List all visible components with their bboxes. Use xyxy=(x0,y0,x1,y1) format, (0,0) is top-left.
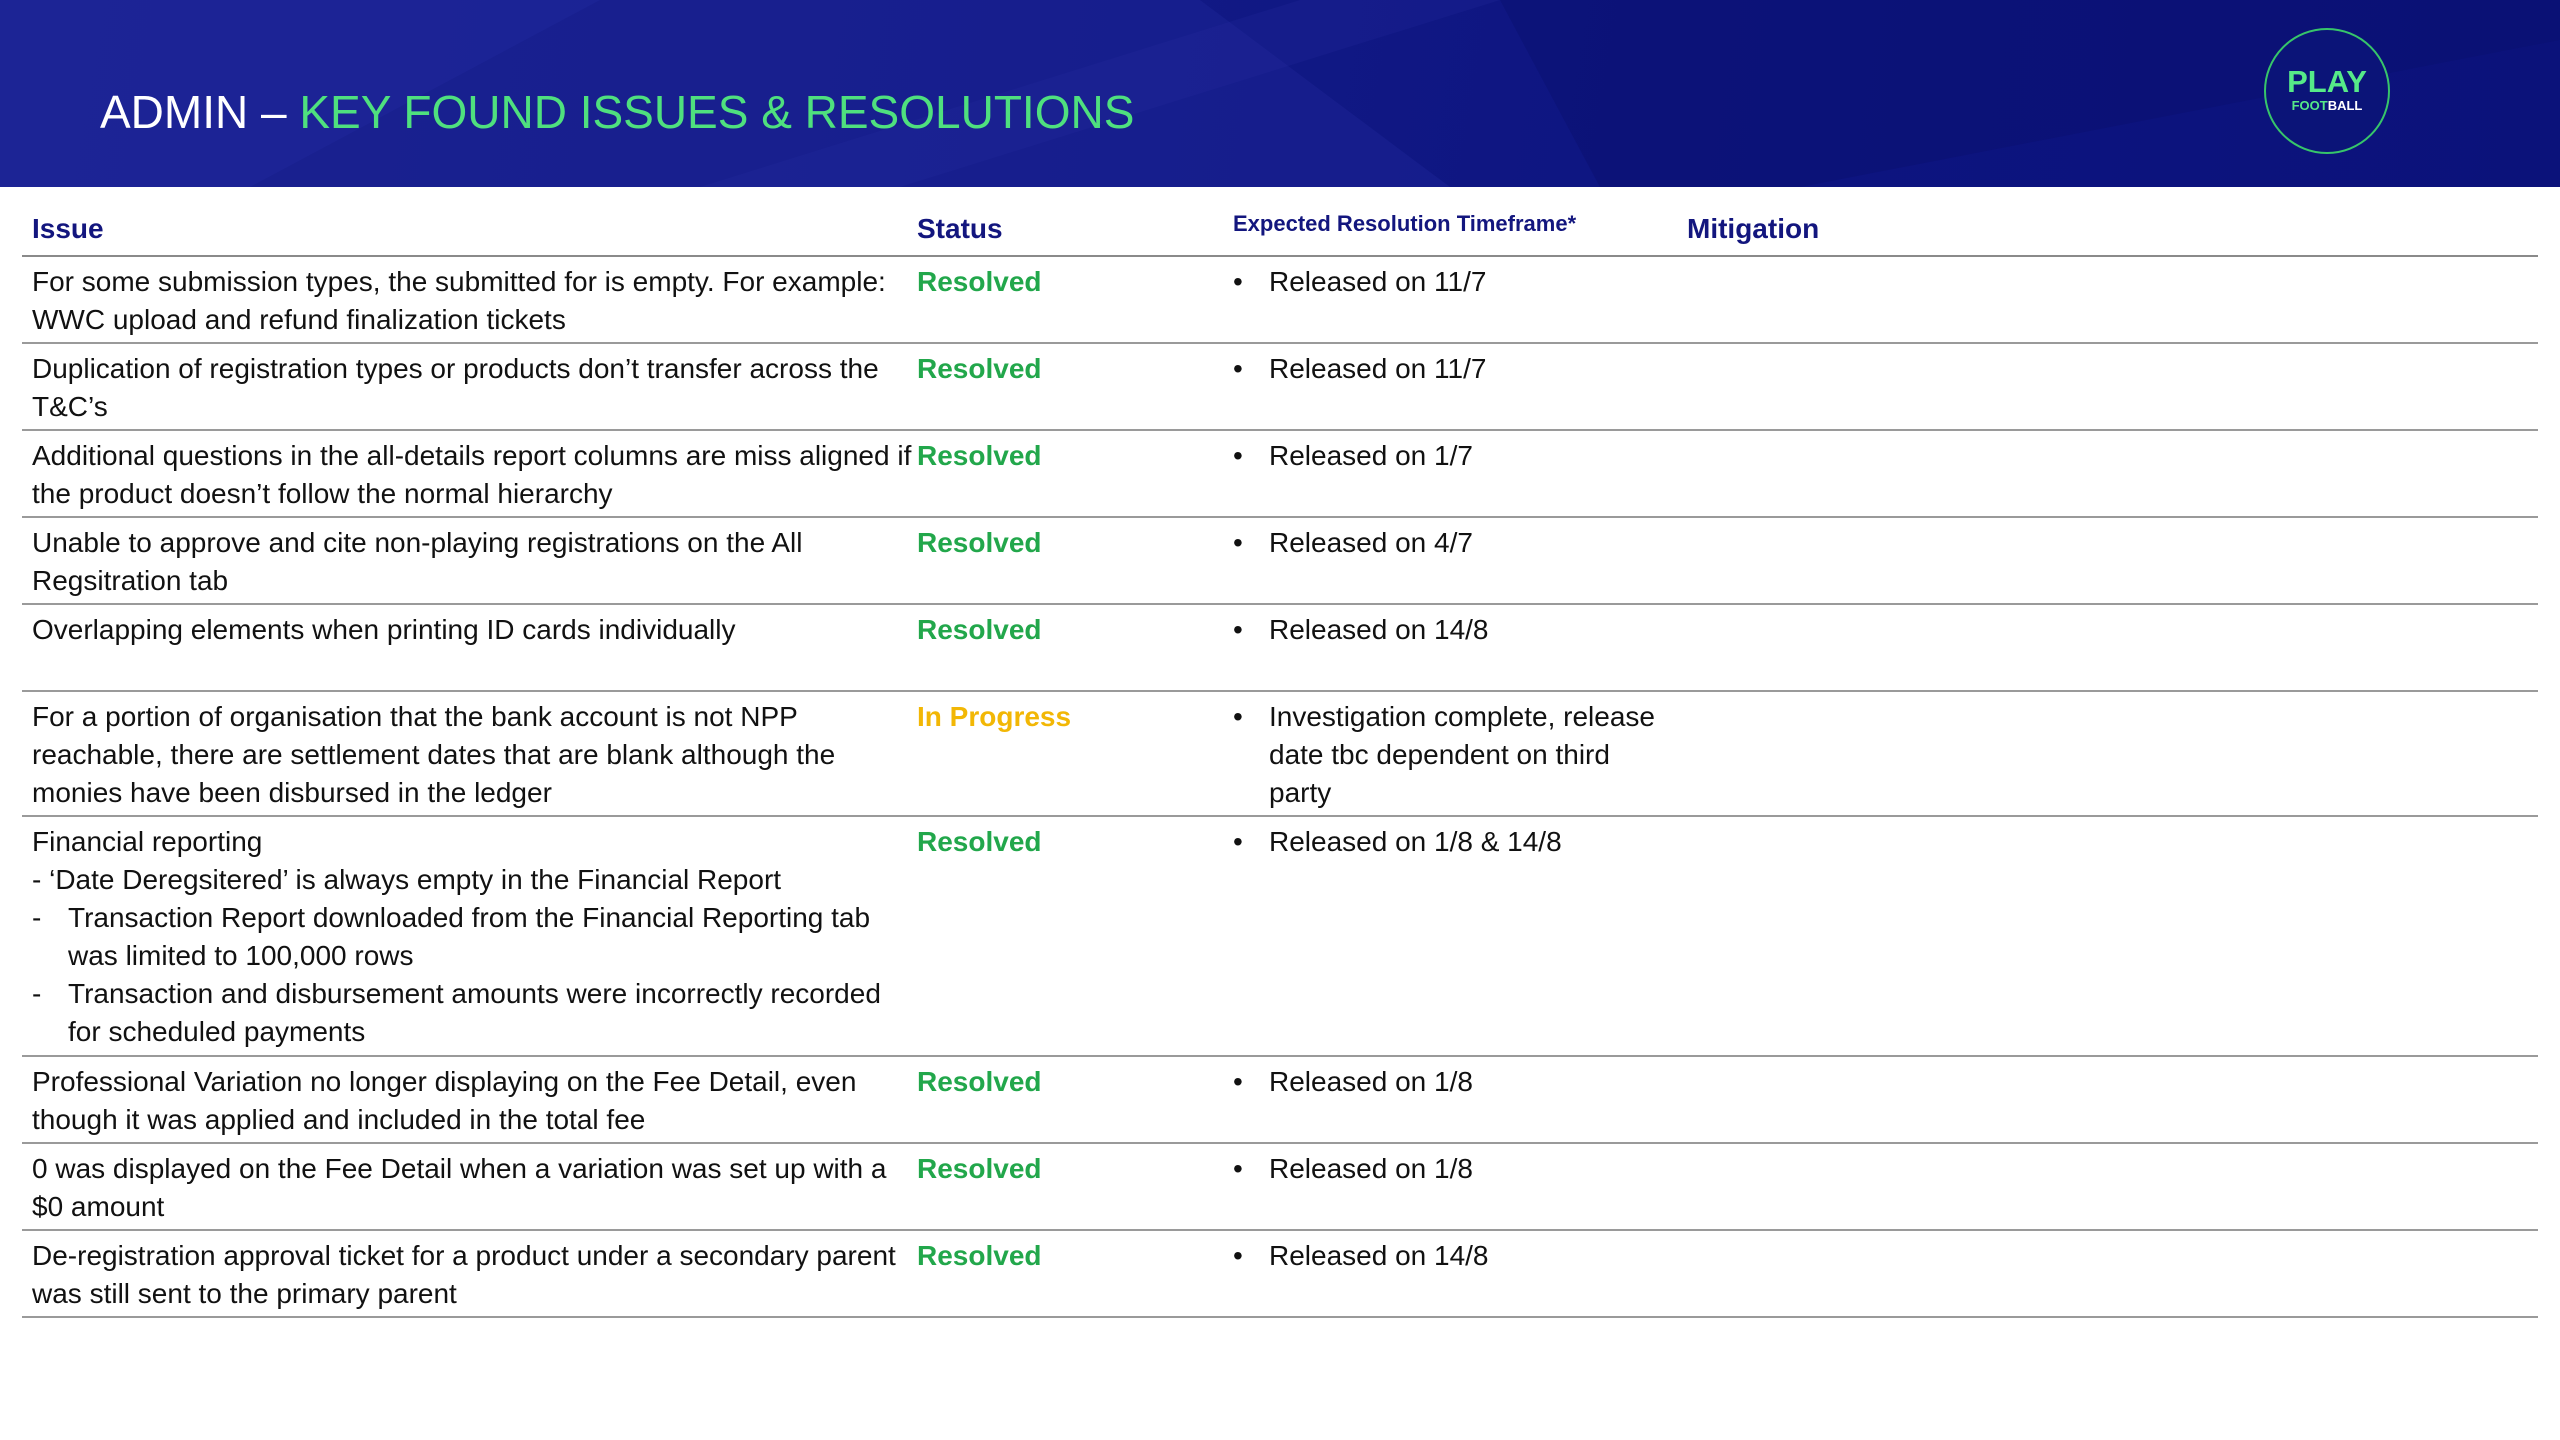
bullet-icon: • xyxy=(1233,266,1243,297)
issue-sub-item xyxy=(32,975,912,1051)
status-badge: Resolved xyxy=(917,353,1042,384)
bullet-icon: • xyxy=(1233,1153,1243,1184)
table-row xyxy=(22,605,2538,692)
table-header xyxy=(22,205,2538,257)
table-row xyxy=(22,431,2538,518)
table-row xyxy=(22,817,2538,1057)
header-mitigation: Mitigation xyxy=(1687,213,1820,244)
issue-cell: Additional questions in the all-details report columns are miss aligned if the product doesn’t follow the normal hierarchy xyxy=(32,440,912,509)
issue-cell: Professional Variation no longer displaying on the Fee Detail, even though it was applied and included in the total fee xyxy=(32,1066,857,1135)
issue-sub-text: Transaction and disbursement amounts were incorrectly recorded for scheduled payments xyxy=(68,978,881,1047)
issue-cell: For some submission types, the submitted for is empty. For example: WWC upload and refund finalization tickets xyxy=(32,266,886,335)
timeframe-cell xyxy=(1233,823,1703,861)
issue-cell xyxy=(32,823,912,1051)
timeframe-text: Released on 1/8 xyxy=(1269,1066,1473,1097)
timeframe-cell xyxy=(1233,1063,1703,1101)
issue-cell: De-registration approval ticket for a product under a secondary parent was still sent to the primary parent xyxy=(32,1240,896,1309)
logo-line2b: BALL xyxy=(2327,98,2363,113)
table-row xyxy=(22,1231,2538,1318)
table-row xyxy=(22,257,2538,344)
issue-cell: 0 was displayed on the Fee Detail when a variation was set up with a $0 amount xyxy=(32,1153,887,1222)
issue-cell: Duplication of registration types or products don’t transfer across the T&C’s xyxy=(32,353,879,422)
bullet-icon: • xyxy=(1233,1066,1243,1097)
timeframe-cell xyxy=(1233,611,1703,649)
play-football-logo xyxy=(2264,28,2390,154)
page-title xyxy=(100,84,1134,140)
title-banner xyxy=(0,0,2560,187)
header-issue: Issue xyxy=(32,213,104,244)
issue-cell: Unable to approve and cite non-playing registrations on the All Regsitration tab xyxy=(32,527,803,596)
issue-line: - ‘Date Deregsitered’ is always empty in the Financial Report xyxy=(32,864,782,895)
title-prefix: ADMIN – xyxy=(100,86,300,138)
status-badge: Resolved xyxy=(917,614,1042,645)
status-badge: Resolved xyxy=(917,1153,1042,1184)
header-expected-timeframe: Expected Resolution Timeframe* xyxy=(1233,211,1577,236)
table-row xyxy=(22,344,2538,431)
bullet-icon: • xyxy=(1233,1240,1243,1271)
status-badge: In Progress xyxy=(917,701,1072,732)
table-row xyxy=(22,692,2538,817)
issue-sub-text: Transaction Report downloaded from the Financial Reporting tab was limited to 100,000 rows xyxy=(68,902,871,971)
bullet-icon: • xyxy=(1233,701,1243,732)
bullet-icon: • xyxy=(1233,527,1243,558)
timeframe-cell xyxy=(1233,1150,1703,1188)
timeframe-cell xyxy=(1233,524,1703,562)
timeframe-cell xyxy=(1233,1237,1703,1275)
table-row xyxy=(22,518,2538,605)
timeframe-cell xyxy=(1233,263,1703,301)
issue-heading: Financial reporting xyxy=(32,826,263,857)
timeframe-text: Released on 1/8 xyxy=(1269,1153,1473,1184)
timeframe-text: Released on 1/7 xyxy=(1269,440,1473,471)
timeframe-cell xyxy=(1233,350,1703,388)
timeframe-text: Released on 4/7 xyxy=(1269,527,1473,558)
bullet-icon: • xyxy=(1233,826,1243,857)
timeframe-cell xyxy=(1233,437,1703,475)
status-badge: Resolved xyxy=(917,826,1042,857)
timeframe-text: Released on 14/8 xyxy=(1269,614,1489,645)
timeframe-text: Released on 14/8 xyxy=(1269,1240,1489,1271)
table-row xyxy=(22,1057,2538,1144)
timeframe-cell xyxy=(1233,698,1673,812)
issue-cell: Overlapping elements when printing ID cards individually xyxy=(32,614,736,645)
timeframe-text: Released on 11/7 xyxy=(1269,353,1487,384)
logo-line2a: FOOT xyxy=(2291,98,2328,113)
status-badge: Resolved xyxy=(917,440,1042,471)
title-main: KEY FOUND ISSUES & RESOLUTIONS xyxy=(299,86,1135,138)
status-badge: Resolved xyxy=(917,527,1042,558)
status-badge: Resolved xyxy=(917,1066,1042,1097)
issue-sub-item xyxy=(32,899,912,975)
logo-line2 xyxy=(2266,98,2388,113)
bullet-icon: • xyxy=(1233,614,1243,645)
status-badge: Resolved xyxy=(917,1240,1042,1271)
timeframe-text: Released on 1/8 & 14/8 xyxy=(1269,826,1562,857)
issues-table xyxy=(22,205,2538,1318)
table-row xyxy=(22,1144,2538,1231)
status-badge: Resolved xyxy=(917,266,1042,297)
issue-cell: For a portion of organisation that the bank account is not NPP reachable, there are settlement dates that are blank although the monies have been disbursed in the ledger xyxy=(32,701,836,808)
bullet-icon: • xyxy=(1233,440,1243,471)
timeframe-text: Released on 11/7 xyxy=(1269,266,1487,297)
header-status: Status xyxy=(917,213,1003,244)
timeframe-text: Investigation complete, release date tbc dependent on third party xyxy=(1269,701,1655,808)
dash-icon: - xyxy=(32,902,42,933)
logo-line1: PLAY xyxy=(2287,64,2367,99)
bullet-icon: • xyxy=(1233,353,1243,384)
dash-icon: - xyxy=(32,978,42,1009)
